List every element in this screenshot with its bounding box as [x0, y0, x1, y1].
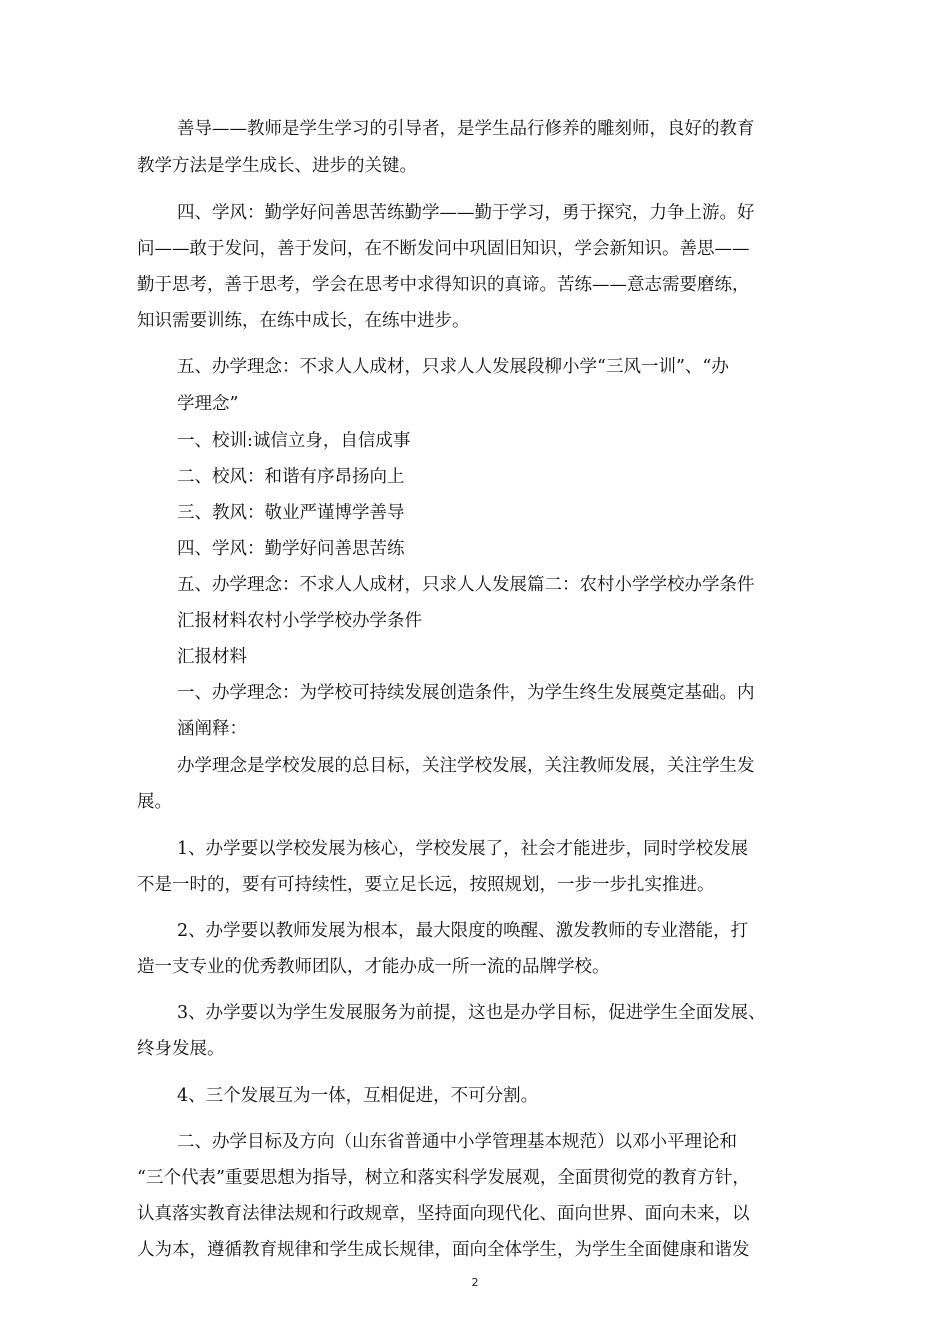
text-line: 不是一时的，要有可持续性，要立足长远，按照规划，一步一步扎实推进。	[137, 875, 715, 895]
text-line: 知识需要训练，在练中成长，在练中进步。	[137, 311, 470, 331]
text-line: 汇报材料	[177, 647, 247, 667]
text-line: 终身发展。	[137, 1039, 225, 1059]
text-line: 办学理念是学校发展的总目标，关注学校发展，关注教师发展，关注学生发	[177, 756, 755, 776]
text-line: 善导——教师是学生学习的引导者，是学生品行修养的雕刻师，良好的教育	[177, 119, 755, 139]
text-line: 二、办学目标及方向（山东省普通中小学管理基本规范）以邓小平理论和	[177, 1132, 737, 1152]
text-line: 1、办学要以学校发展为核心，学校发展了，社会才能进步，同时学校发展	[177, 839, 749, 859]
text-line: 一、办学理念：为学校可持续发展创造条件，为学生终生发展奠定基础。内	[177, 683, 755, 703]
text-line: 二、校风：和谐有序昂扬向上	[177, 467, 405, 487]
text-line: 教学方法是学生成长、进步的关键。	[137, 156, 417, 176]
text-line: 五、办学理念：不求人人成材，只求人人发展段柳小学“三风一训”、“办	[177, 357, 729, 377]
text-line: 认真落实教育法律法规和行政规章，坚持面向现代化、面向世界、面向未来，以	[137, 1204, 750, 1224]
text-line: 勤于思考，善于思考，学会在思考中求得知识的真谛。苦练——意志需要磨练，	[137, 275, 750, 295]
text-line: 三、教风：敬业严谨博学善导	[177, 503, 405, 523]
text-line: 汇报材料农村小学学校办学条件	[177, 611, 422, 631]
text-line: 一、校训:诚信立身，自信成事	[177, 431, 411, 451]
text-line: 4、三个发展互为一体，互相促进，不可分割。	[177, 1086, 539, 1106]
text-line: 涵阐释：	[177, 719, 247, 739]
text-line: 四、学风：勤学好问善思苦练勤学——勤于学习，勇于探究，力争上游。好	[177, 203, 755, 223]
text-line: 3、办学要以为学生发展服务为前提，这也是办学目标，促进学生全面发展、	[177, 1003, 766, 1023]
text-line: 造一支专业的优秀教师团队，才能办成一所一流的品牌学校。	[137, 957, 610, 977]
page-number: 2	[471, 1276, 479, 1289]
text-line: 学理念”	[177, 394, 239, 414]
text-line: 展。	[137, 792, 172, 812]
text-line: 五、办学理念：不求人人成材，只求人人发展篇二：农村小学学校办学条件	[177, 575, 755, 595]
text-line: “三个代表”重要思想为指导，树立和落实科学发展观，全面贯彻党的教育方针，	[137, 1168, 750, 1188]
text-line: 问——敢于发问，善于发问，在不断发问中巩固旧知识，学会新知识。善思——	[137, 239, 750, 259]
text-line: 2、办学要以教师发展为根本，最大限度的唤醒、激发教师的专业潜能，打	[177, 921, 749, 941]
text-line: 四、学风：勤学好问善思苦练	[177, 539, 405, 559]
text-line: 人为本，遵循教育规律和学生成长规律，面向全体学生，为学生全面健康和谐发	[137, 1240, 750, 1260]
